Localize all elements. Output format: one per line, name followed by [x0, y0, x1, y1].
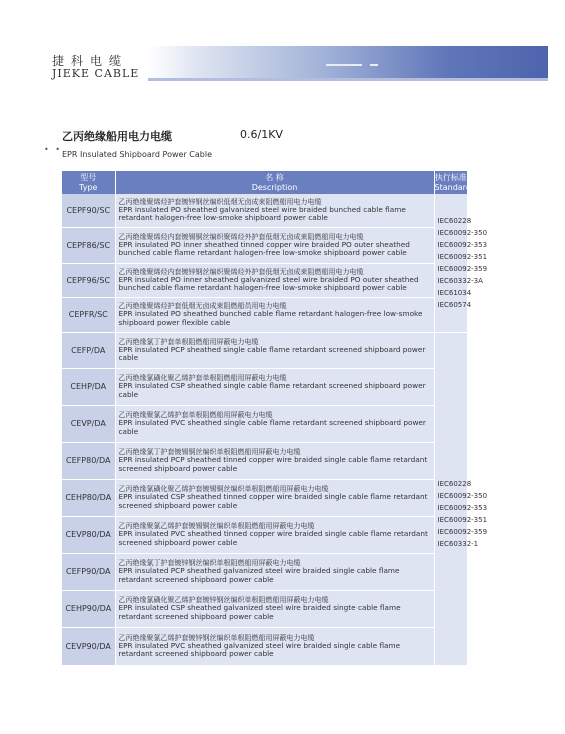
description-en: EPR insulated PCP sheathed tinned copper wire braided single cable flame retardant screened shipboard power cable — [118, 455, 428, 473]
cable-type: CEVP90/DA — [62, 627, 115, 665]
header-desc-cn: 名 称 — [265, 172, 284, 182]
table-row — [62, 590, 467, 627]
description-cn: 乙丙绝缘聚烯烃护套低烟无卤成束阻燃船员用电力电缆 — [118, 302, 287, 310]
standard-item: IEC60228 — [437, 479, 472, 488]
header-type-en: Type — [79, 182, 98, 192]
description-cn: 乙丙绝缘氯磺化聚乙烯护套单根阻燃船用屏蔽电力电缆 — [118, 374, 287, 382]
table-row — [62, 516, 467, 553]
header-desc-en: Description — [251, 182, 298, 192]
header-description — [115, 171, 434, 194]
cable-type: CEHP90/DA — [62, 590, 115, 627]
description-cn: 乙丙绝缘氯丁护套镀锡铜丝编织单根阻燃船用屏蔽电力电缆 — [118, 448, 301, 456]
cable-description — [115, 194, 434, 227]
table-row — [62, 194, 467, 227]
description-cn: 乙丙绝缘聚氯乙烯护套镀锌钢丝编织单根阻燃船用屏蔽电力电缆 — [118, 633, 315, 642]
description-en: EPR insulated PO sheathed bunched cable flame retardant halogen-free low-smoke shipboard power flexible cable — [118, 309, 423, 327]
description-cn: 乙丙绝缘氯丁护套单根阻燃船用屏蔽电力电缆 — [118, 337, 259, 346]
description-cn: 乙丙绝缘氯丁护套镀锌钢丝编织单根阻燃船用屏蔽电力电缆 — [118, 559, 301, 567]
standards-group-1 — [434, 194, 488, 332]
description-cn: 乙丙绝缘聚烯烃内套镀锌钢丝编织聚烯烃外护套低烟无卤成束阻燃船用电力电缆 — [118, 267, 364, 276]
header-type-cn: 型号 — [80, 172, 97, 182]
cable-type: CEFP80/DA — [62, 442, 115, 479]
cable-type: CEVP/DA — [62, 405, 115, 442]
standards-group-2 — [434, 332, 488, 665]
cable-description — [115, 368, 434, 405]
standard-item: IEC60092-353 — [437, 503, 488, 512]
description-en: EPR insulated PO inner sheathed tinned copper wire braided PO outer sheathed bunched cable flame retardant halogen-free low-smoke shipboard power cable — [118, 239, 410, 258]
standard-item: IEC60332-1 — [437, 539, 479, 548]
description-en: EPR insulated PVC sheathed galvanized steel wire braided single cable flame retardant screened shipboard power cable — [118, 640, 401, 659]
cable-description — [115, 627, 434, 665]
cable-type: CEPF86/SC — [62, 227, 115, 263]
standard-item: IEC60092-350 — [437, 491, 488, 500]
cable-description — [115, 553, 434, 590]
description-cn: 乙丙绝缘氯磺化聚乙烯护套镀锡铜丝编织单根阻燃船用屏蔽电力电缆 — [118, 485, 329, 493]
header-type — [62, 171, 115, 194]
standard-item: IEC60332-3A — [437, 276, 483, 285]
brand-name-en: JIEKE CABLE — [52, 67, 140, 80]
table-row — [62, 332, 467, 368]
cable-description — [115, 405, 434, 442]
cable-description — [115, 442, 434, 479]
cable-type: CEPFR/SC — [62, 297, 115, 332]
cable-spec-table — [62, 171, 488, 666]
cable-description — [115, 297, 434, 332]
title-dots: • • — [44, 145, 62, 154]
banner-stripe — [148, 78, 548, 81]
description-en: EPR insulated CSP sheathed tinned copper wire braided single cable flame retardant screened shipboard power cable — [118, 492, 428, 510]
description-cn: 乙丙绝缘聚氯乙烯护套单根阻燃船用屏蔽电力电缆 — [118, 411, 273, 419]
cable-type: CEFP90/DA — [62, 553, 115, 590]
table-header-row — [62, 171, 467, 194]
standard-item: IEC60574 — [437, 300, 472, 309]
table-row — [62, 263, 467, 297]
description-en: EPR insulated CSP sheathed single cable flame retardant screened shipboard power cable — [118, 381, 426, 399]
header-standard — [434, 171, 471, 194]
section-title-cn: 乙丙绝缘船用电力电缆 — [62, 130, 172, 143]
cable-type: CEPF90/SC — [62, 194, 115, 227]
standard-item: IEC60092-351 — [437, 252, 488, 261]
standard-item: IEC60092-350 — [437, 228, 488, 237]
cable-type: CEFP/DA — [62, 332, 115, 368]
description-en: EPR insulated PCP sheathed single cable flame retardant screened shipboard power cable — [118, 344, 426, 363]
header-std-cn: 执行标准 — [434, 172, 467, 182]
cable-description — [115, 263, 434, 297]
table-row — [62, 227, 467, 263]
standard-item: IEC60092-359 — [437, 527, 488, 536]
cable-type: CEPF96/SC — [62, 263, 115, 297]
description-en: EPR insulated PCP sheathed galvanized steel wire braided single cable flame retardant screened shipboard power cable — [118, 566, 400, 584]
section-title-en: EPR Insulated Shipboard Power Cable — [62, 150, 212, 159]
table-row — [62, 627, 467, 665]
table-row — [62, 442, 467, 479]
description-cn: 乙丙绝缘氯磺化聚乙烯护套镀锌钢丝编织单根阻燃船用屏蔽电力电缆 — [118, 596, 329, 604]
description-en: EPR insulated PVC sheathed single cable flame retardant screened shipboard power cable — [118, 418, 426, 436]
table-row — [62, 368, 467, 405]
table-row — [62, 297, 467, 332]
description-en: EPR insulated PO sheathed galvanized steel wire braided bunched cable flame retardant halogen-free low-smoke shipboard power cable — [118, 205, 406, 223]
description-en: EPR insulated PVC sheathed tinned copper wire braided single cable flame retardant screened shipboard power cable — [118, 529, 428, 547]
description-cn: 乙丙绝缘聚烯烃内套镀锡铜丝编织聚烯烃外护套低烟无卤成束阻燃船用电力电缆 — [118, 232, 364, 241]
description-en: EPR insulated PO inner sheathed galvanized steel wire braided PO outer sheathed bunched cable flame retardant halogen-free low-smoke shipboard power cable — [118, 274, 419, 293]
description-cn: 乙丙绝缘聚氯乙烯护套镀锡铜丝编织单根阻燃船用屏蔽电力电缆 — [118, 522, 315, 530]
cable-type: CEHP80/DA — [62, 479, 115, 516]
standard-item: IEC60092-351 — [437, 515, 488, 524]
description-cn: 乙丙绝缘聚烯烃护套镀锌钢丝编织低烟无卤成束阻燃船用电力电缆 — [118, 197, 322, 206]
table-body — [62, 194, 488, 665]
header-banner — [148, 46, 548, 81]
table-row — [62, 405, 467, 442]
table-row — [62, 479, 467, 516]
standard-item: IEC60228 — [437, 216, 472, 225]
standard-item: IEC61034 — [437, 288, 472, 297]
cable-description — [115, 479, 434, 516]
description-en: EPR insulated CSP sheathed galvanized steel wire braided singte cable flame retardant screened shipboard power cable — [118, 603, 401, 621]
section-voltage: 0.6/1KV — [240, 128, 283, 141]
cable-description — [115, 332, 434, 368]
banner-dash-short — [370, 64, 378, 66]
banner-dash — [326, 64, 362, 66]
cable-description — [115, 590, 434, 627]
table-row — [62, 553, 467, 590]
cable-type: CEVP80/DA — [62, 516, 115, 553]
brand-name-cn: 捷科电缆 — [52, 54, 129, 68]
cable-description — [115, 516, 434, 553]
header-std-en: Standard — [434, 182, 471, 192]
cable-description — [115, 227, 434, 263]
standard-item: IEC60092-353 — [437, 240, 488, 249]
standard-item: IEC60092-359 — [437, 264, 488, 273]
cable-type: CEHP/DA — [62, 368, 115, 405]
